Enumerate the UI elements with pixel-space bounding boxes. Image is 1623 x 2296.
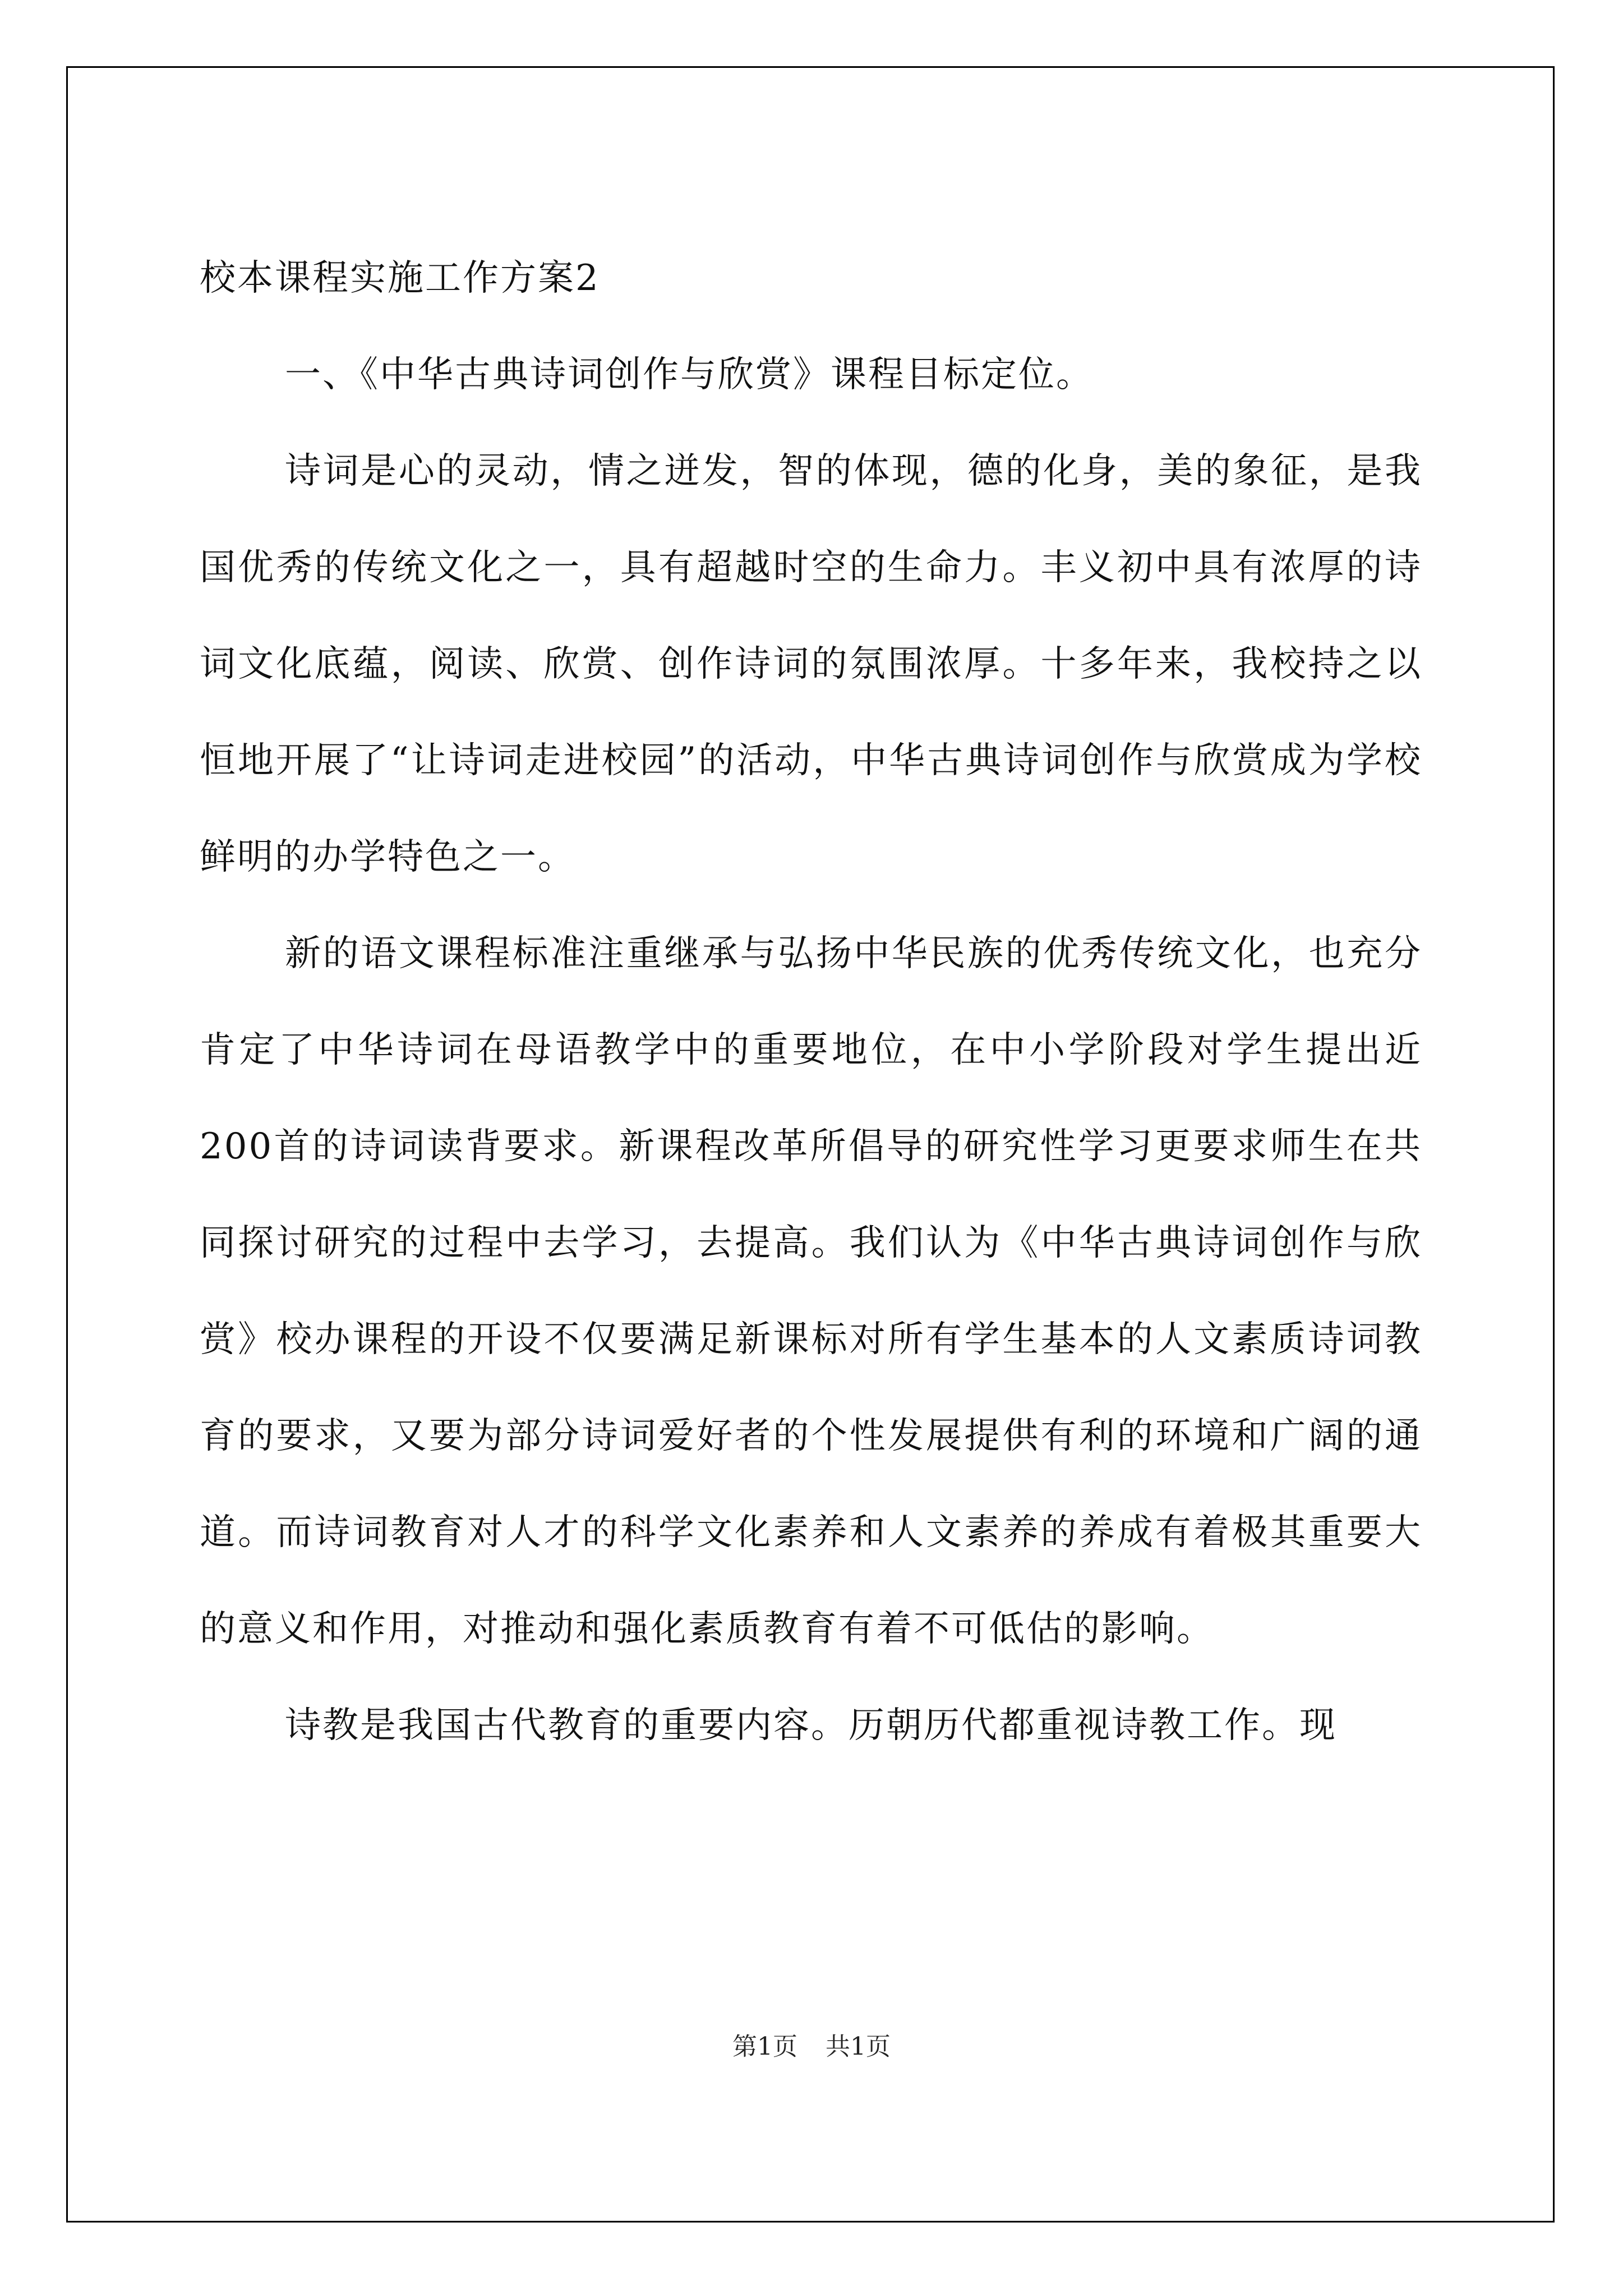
- document-title: 校本课程实施工作方案2: [200, 257, 600, 299]
- page-total: 共1页: [826, 2032, 891, 2061]
- document-body: [200, 230, 1422, 1774]
- paragraph-curriculum-standard: 新的语文课程标准注重继承与弘扬中华民族的优秀传统文化，也充分肯定了中华诗词在母语教学中的重要地位，在中小学阶段对学生提出近200首的诗词读背要求。新课程改革所倡导的研究性学习更要求师生在共同探讨研究的过程中去学习，去提高。我们认为《中华古典诗词创作与欣赏》校办课程的开设不仅要满足新课标对所有学生基本的人文素质诗词教育的要求，又要为部分诗词爱好者的个性发展提供有利的环境和广阔的通道。而诗词教育对人才的科学文化素养和人文素养的养成有着极其重要大的意义和作用，对推动和强化素质教育有着不可低估的影响。: [200, 933, 1422, 1650]
- page-number: 第1页: [732, 2032, 797, 2061]
- paragraph-section-heading: 一、《中华古典诗词创作与欣赏》课程目标定位。: [285, 354, 1094, 395]
- paragraph-poetry-intro: 诗词是心的灵动，情之迸发，智的体现，德的化身，美的象征，是我国优秀的传统文化之一，具有超越时空的生命力。丰义初中具有浓厚的诗词文化底蕴，阅读、欣赏、创作诗词的氛围浓厚。十多年来，我校持之以恒地开展了“让诗词走进校园”的活动，中华古典诗词创作与欣赏成为学校鲜明的办学特色之一。: [200, 450, 1422, 878]
- paragraph-poetry-education: 诗教是我国古代教育的重要内容。历朝历代都重视诗教工作。现: [285, 1705, 1337, 1746]
- page-footer: [0, 2026, 1623, 2062]
